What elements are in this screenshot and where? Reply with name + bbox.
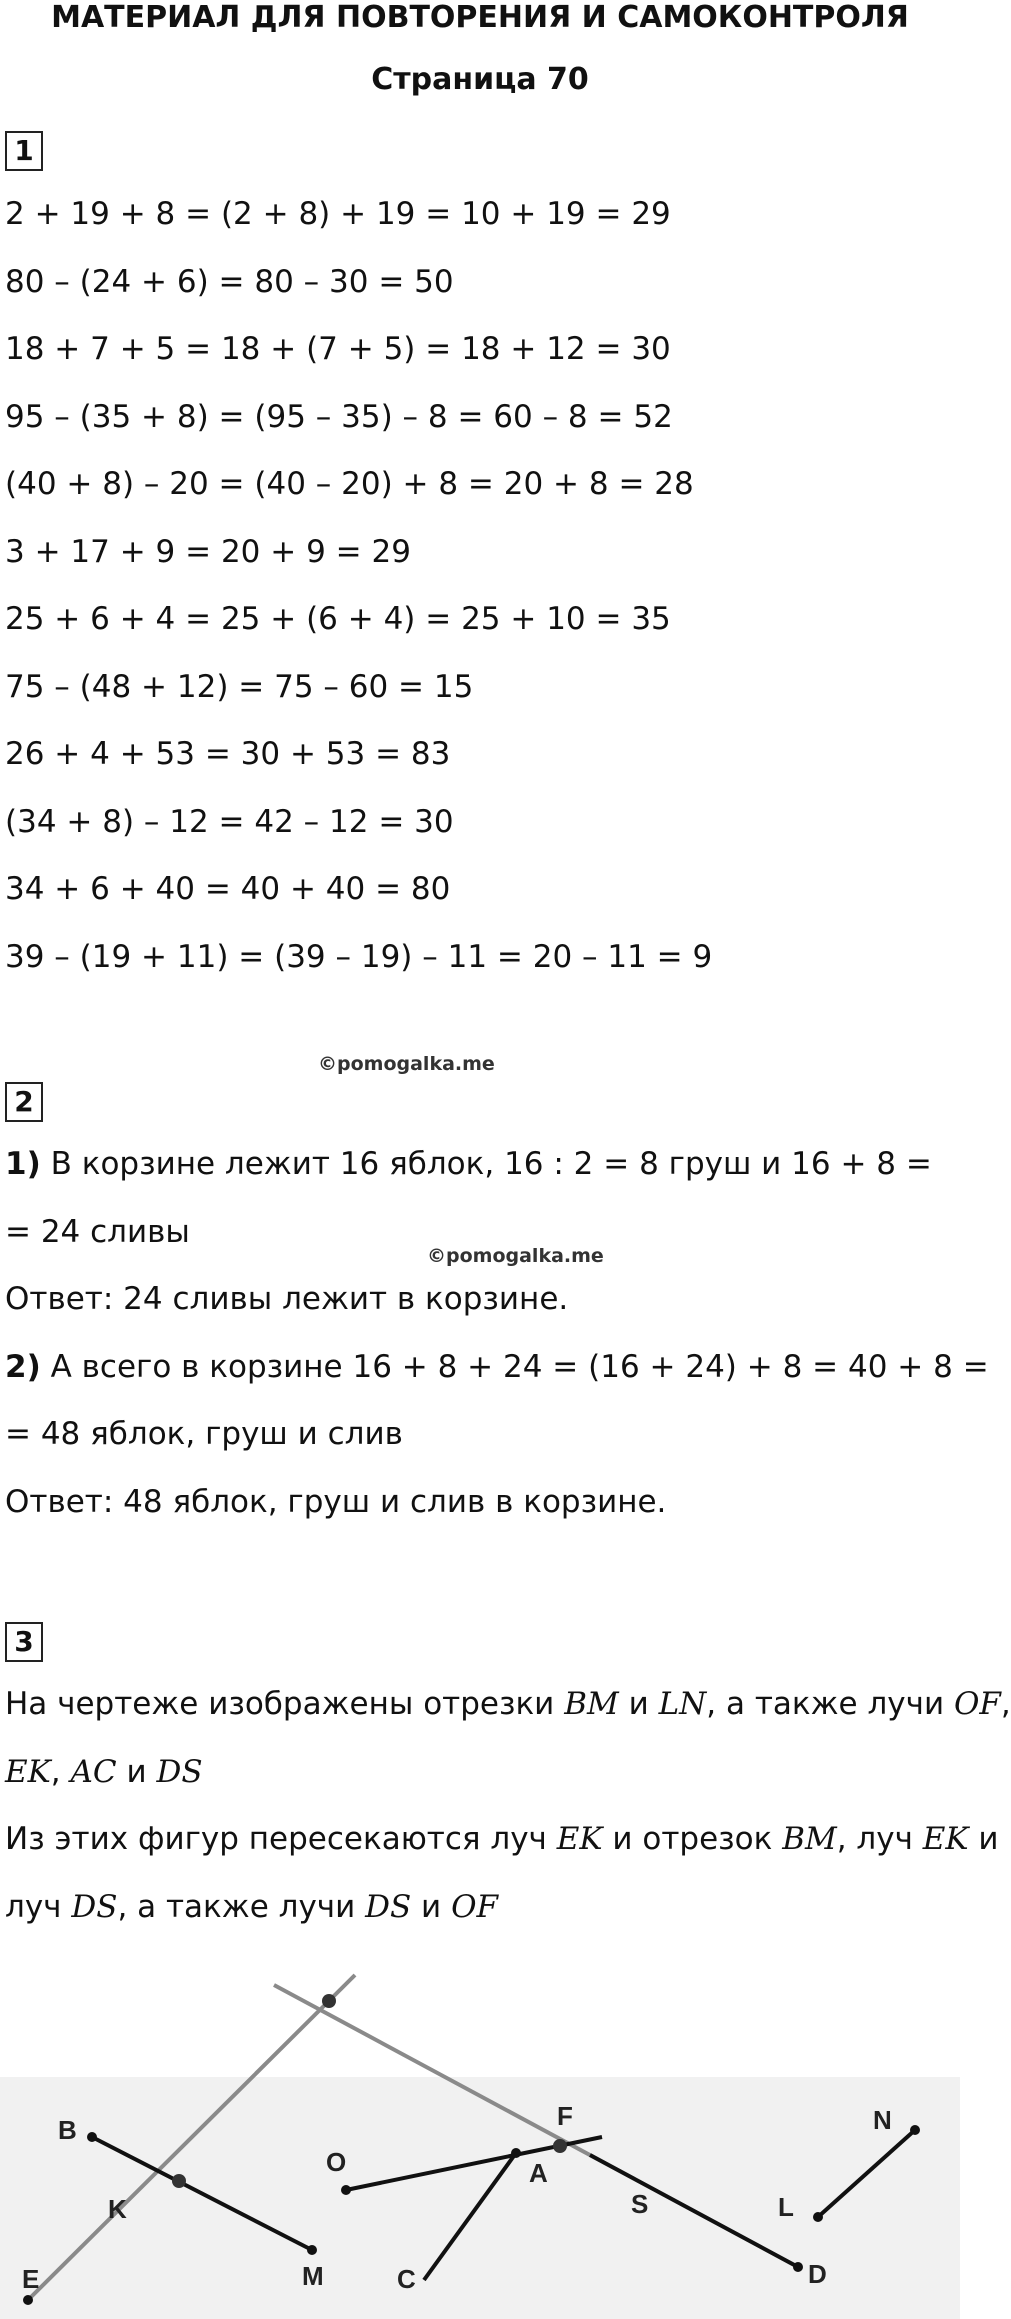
point-m: [307, 2245, 317, 2255]
task-1-line: 2 + 19 + 8 = (2 + 8) + 19 = 10 + 19 = 29: [5, 196, 671, 232]
point-e: [23, 2295, 33, 2305]
segment-bm-label: BM: [564, 1686, 619, 1722]
text: и отрезок: [602, 1821, 783, 1857]
text: и: [116, 1754, 157, 1790]
task-3-line-4: [5, 1889, 498, 1925]
label-s: S: [631, 2189, 649, 2219]
page-subtitle: Страница 70: [371, 62, 589, 97]
task-3-line-3: [5, 1821, 999, 1857]
ray-ek-label: EK: [5, 1754, 51, 1790]
task-1-line: 95 – (35 + 8) = (95 – 35) – 8 = 60 – 8 = 52: [5, 399, 673, 435]
task-1-line: 80 – (24 + 6) = 80 – 30 = 50: [5, 264, 454, 300]
label-b: B: [58, 2115, 77, 2145]
task-1-line: (34 + 8) – 12 = 42 – 12 = 30: [5, 804, 454, 840]
task-1-line: 3 + 17 + 9 = 20 + 9 = 29: [5, 534, 411, 570]
text: луч: [5, 1889, 72, 1925]
task-2-number: 2: [5, 1082, 43, 1122]
point-d: [793, 2262, 803, 2272]
task-1-line: (40 + 8) – 20 = (40 – 20) + 8 = 20 + 8 = 28: [5, 466, 694, 502]
task-1-line: 18 + 7 + 5 = 18 + (7 + 5) = 18 + 12 = 30: [5, 331, 671, 367]
task-1-line: 34 + 6 + 40 = 40 + 40 = 80: [5, 871, 451, 907]
ray-ds-label: DS: [365, 1889, 412, 1925]
ray-ac-label: AC: [70, 1754, 117, 1790]
ray-ek-label: EK: [922, 1821, 969, 1857]
text: ,: [50, 1754, 71, 1790]
task-2-part-1-continuation: = 24 сливы: [5, 1214, 190, 1250]
text: На чертеже изображены отрезки: [5, 1686, 565, 1722]
point-f: [553, 2139, 567, 2153]
task-3-line-2: [5, 1754, 203, 1790]
label-n: N: [873, 2105, 892, 2135]
ray-of-label: OF: [451, 1889, 498, 1925]
task-2-part-1: [5, 1146, 932, 1182]
task-2-part-1-label: 1): [5, 1146, 41, 1182]
task-1-number: 1: [5, 131, 43, 171]
point-o: [341, 2185, 351, 2195]
label-c: C: [397, 2264, 416, 2294]
label-a: A: [529, 2158, 548, 2188]
text: и: [618, 1686, 659, 1722]
task-1-line: 75 – (48 + 12) = 75 – 60 = 15: [5, 669, 474, 705]
text: и: [968, 1821, 999, 1857]
task-2-part-2: [5, 1349, 989, 1385]
geometry-diagram: [0, 1945, 960, 2319]
label-f: F: [557, 2101, 573, 2131]
task-1-line: 39 – (19 + 11) = (39 – 19) – 11 = 20 – 11 = 9: [5, 939, 713, 975]
ray-of-label: OF: [953, 1686, 1001, 1722]
label-m: M: [302, 2261, 324, 2291]
point-l: [813, 2212, 823, 2222]
label-e: E: [22, 2264, 40, 2294]
watermark: ©pomogalka.me: [318, 1053, 495, 1075]
task-1-line: 25 + 6 + 4 = 25 + (6 + 4) = 25 + 10 = 35: [5, 601, 671, 637]
label-l: L: [778, 2192, 794, 2222]
ray-ek-label: EK: [556, 1821, 603, 1857]
task-2-part-2-continuation: = 48 яблок, груш и слив: [5, 1416, 403, 1452]
page-title: МАТЕРИАЛ ДЛЯ ПОВТОРЕНИЯ И САМОКОНТРОЛЯ: [51, 0, 909, 35]
label-d: D: [808, 2259, 827, 2289]
point-k: [172, 2174, 186, 2188]
watermark: ©pomogalka.me: [427, 1245, 604, 1267]
intersection-point: [322, 1994, 336, 2008]
text: Из этих фигур пересекаются луч: [5, 1821, 557, 1857]
ray-ds-label: DS: [156, 1754, 203, 1790]
task-2-part-1-text: В корзине лежит 16 яблок, 16 : 2 = 8 груш и 16 + 8 =: [40, 1146, 932, 1182]
text: и: [411, 1889, 452, 1925]
task-3-line-1: [5, 1686, 1011, 1722]
label-o: O: [326, 2147, 347, 2177]
point-n: [910, 2125, 920, 2135]
point-b: [87, 2132, 97, 2142]
ray-ds-label: DS: [71, 1889, 118, 1925]
task-2-part-2-text: А всего в корзине 16 + 8 + 24 = (16 + 24) + 8 = 40 + 8 =: [40, 1349, 989, 1385]
task-1-line: 26 + 4 + 53 = 30 + 53 = 83: [5, 736, 451, 772]
label-k: K: [108, 2194, 127, 2224]
task-2-part-2-label: 2): [5, 1349, 41, 1385]
segment-ln-label: LN: [658, 1686, 707, 1722]
task-3-number: 3: [5, 1622, 43, 1662]
task-2-answer-2: Ответ: 48 яблок, груш и слив в корзине.: [5, 1484, 667, 1520]
text: , луч: [836, 1821, 923, 1857]
task-2-answer-1: Ответ: 24 сливы лежит в корзине.: [5, 1281, 569, 1317]
text: ,: [1000, 1686, 1011, 1722]
text: , а также лучи: [706, 1686, 954, 1722]
text: , а также лучи: [117, 1889, 366, 1925]
point-a: [511, 2148, 521, 2158]
segment-bm-label: BM: [782, 1821, 837, 1857]
